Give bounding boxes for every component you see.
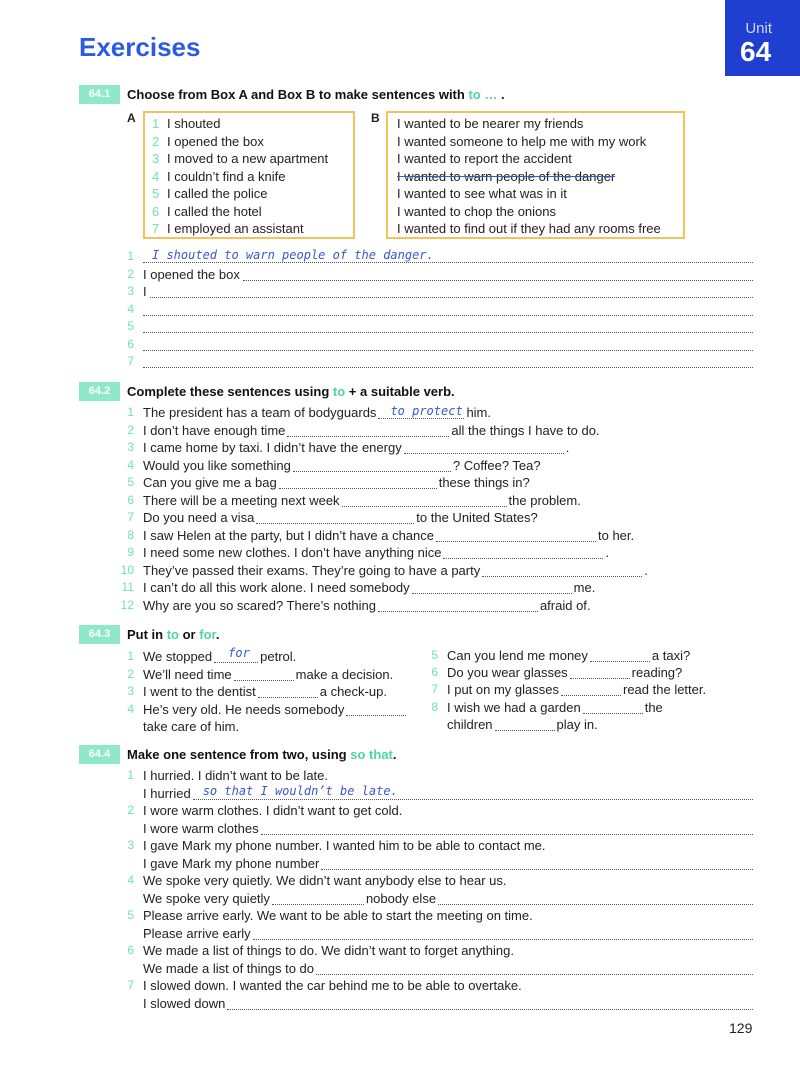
box-a-item: [152, 186, 267, 201]
item-number: 6: [127, 336, 134, 351]
title-text: Make one sentence from two, using: [127, 747, 351, 762]
item-number: 2: [127, 266, 134, 281]
item-number: 4: [127, 873, 134, 887]
item-text: I couldn’t find a knife: [167, 168, 286, 184]
item-number: 9: [127, 545, 134, 559]
answer-blank[interactable]: [561, 695, 621, 696]
item-text: I hurried: [143, 785, 191, 801]
box-b-item: I wanted to report the accident: [397, 151, 572, 166]
item-text-end: ? Coffee? Tea?: [452, 457, 541, 473]
handwritten-answer: to protect: [390, 404, 463, 418]
exercise-badge-64-1: 64.1: [79, 85, 120, 104]
item-number: 1: [127, 768, 134, 782]
item-question: We made a list of things to do. We didn’t want to forget anything.: [143, 943, 514, 958]
item-number: 1: [127, 405, 134, 419]
item-number: 6: [152, 203, 160, 219]
exercise-badge-64-2: 64.2: [79, 382, 120, 401]
item-text: I came home by taxi. I didn’t have the energy: [143, 440, 402, 455]
item-number: 1: [152, 116, 160, 131]
handwritten-answer: for: [228, 646, 250, 660]
answer-blank[interactable]: [279, 488, 437, 489]
item-number: 2: [127, 803, 134, 817]
item-text: Do you wear glasses: [447, 665, 568, 680]
item-text: Can you give me a bag: [143, 475, 277, 490]
exercise-title-64-2: [127, 384, 455, 399]
answer-blank[interactable]: [342, 506, 507, 507]
item-text: Please arrive early: [143, 925, 251, 941]
answer-blank[interactable]: [404, 453, 564, 454]
handwritten-answer: so that I wouldn’t be late.: [202, 783, 398, 798]
item-number: 5: [431, 648, 438, 662]
item-number: 2: [152, 133, 160, 149]
item-text: He’s very old. He needs somebody: [143, 702, 345, 717]
answer-line[interactable]: [438, 904, 753, 905]
answer-blank[interactable]: [346, 715, 406, 716]
item-question: I gave Mark my phone number. I wanted him to be able to contact me.: [143, 838, 546, 853]
answer-blank[interactable]: [590, 661, 650, 662]
item-text: I shouted: [167, 116, 221, 131]
item-text: I slowed down: [143, 995, 226, 1011]
handwritten-answer: I shouted to warn people of the danger.: [152, 248, 434, 262]
item-text: Do you need a visa: [143, 510, 255, 525]
item-number: 5: [127, 475, 134, 489]
item-number: 6: [431, 665, 438, 679]
item-number: 3: [127, 440, 134, 454]
item-text: I moved to a new apartment: [167, 151, 329, 166]
item-number: 3: [127, 684, 134, 698]
item-text: We’ll need time: [143, 667, 232, 682]
answer-line[interactable]: [150, 297, 753, 298]
item-number: 1: [127, 249, 134, 263]
answer-blank[interactable]: [272, 904, 364, 905]
item-number: 5: [127, 319, 134, 333]
item-text-mid: nobody else: [365, 890, 437, 906]
item-number: 4: [152, 168, 160, 184]
item-number: 1: [127, 649, 134, 663]
answer-blank[interactable]: [495, 730, 555, 731]
item-number: 8: [431, 700, 438, 714]
title-keyword-to: to: [166, 627, 179, 642]
item-text-end: to the United States?: [416, 510, 538, 525]
item-text-end: the problem.: [508, 492, 581, 508]
unit-number: 64: [740, 36, 772, 67]
item-text: I need some new clothes. I don’t have anything nice: [143, 545, 442, 560]
answer-blank[interactable]: [412, 593, 572, 594]
item-number: 7: [431, 682, 438, 696]
item-text-end: all the things I have to do.: [451, 422, 600, 438]
item-text: I can’t do all this work alone. I need somebody: [143, 580, 410, 595]
answer-line[interactable]: [143, 262, 753, 263]
box-b-item: I wanted to warn people of the danger: [397, 168, 616, 184]
box-a-item: [152, 116, 221, 131]
answer-line[interactable]: [143, 332, 753, 333]
item-text: Why are you so scared? There’s nothing: [143, 597, 376, 613]
answer-line[interactable]: [143, 350, 753, 351]
title-keyword: so that: [350, 747, 393, 762]
item-text-end: a check-up.: [319, 684, 387, 699]
item-text-end: a taxi?: [651, 648, 691, 663]
item-text: I saw Helen at the party, but I didn’t have a chance: [143, 527, 434, 543]
item-text: I gave Mark my phone number: [143, 855, 320, 871]
title-text-end: .: [392, 747, 397, 762]
item-number: 8: [127, 527, 134, 542]
answer-line[interactable]: [143, 367, 753, 368]
box-a-letter: A: [127, 111, 136, 125]
item-text-end: the: [644, 700, 663, 715]
page-number: 129: [729, 1020, 753, 1036]
answer-blank[interactable]: [258, 697, 318, 698]
answer-line[interactable]: [143, 315, 753, 316]
answer-blank[interactable]: [378, 418, 464, 419]
item-number: 5: [152, 186, 160, 201]
title-text-end: + a suitable verb.: [345, 384, 455, 399]
title-text-mid: or: [179, 627, 200, 642]
item-text-end: petrol.: [260, 649, 297, 664]
item-text: The president has a team of bodyguards: [143, 405, 377, 420]
item-text-end: me.: [573, 580, 596, 595]
item-number: 10: [120, 562, 134, 577]
item-text-end: to her.: [598, 527, 635, 543]
item-text: Can you lend me money: [447, 648, 588, 663]
item-text: I opened the box: [143, 266, 240, 282]
box-b-item: I wanted someone to help me with my work: [397, 133, 647, 149]
item-question: We spoke very quietly. We didn’t want anybody else to hear us.: [143, 873, 507, 888]
unit-tab: [725, 0, 800, 76]
item-text-end: these things in?: [438, 475, 530, 490]
title-text: Choose from Box A and Box B to make sentences with: [127, 87, 469, 102]
item-text-end: afraid of.: [539, 597, 591, 613]
exercise-title-64-4: [127, 747, 396, 762]
exercise-title-64-3: [127, 627, 219, 642]
item-text-end: make a decision.: [295, 667, 394, 682]
item-number: 7: [127, 978, 134, 992]
box-a-item: [152, 151, 328, 166]
item-number: 6: [127, 943, 134, 957]
item-text-end: .: [605, 545, 610, 560]
item-text: I wish we had a garden: [447, 700, 581, 715]
item-text: There will be a meeting next week: [143, 492, 340, 508]
item-text: I: [143, 284, 147, 299]
item-number: 2: [127, 667, 134, 681]
item-number: 11: [121, 580, 134, 594]
item-text-end: reading?: [631, 665, 683, 680]
item-text: I put on my glasses: [447, 682, 559, 697]
box-b-item: I wanted to be nearer my friends: [397, 116, 584, 131]
item-text-end: .: [565, 440, 570, 455]
page-title: Exercises: [79, 32, 201, 62]
item-text: I called the hotel: [167, 203, 262, 219]
answer-line[interactable]: [227, 1009, 753, 1010]
exercise-badge-64-4: 64.4: [79, 745, 120, 764]
answer-blank[interactable]: [378, 611, 538, 612]
unit-label: Unit: [745, 20, 772, 37]
item-number: 12: [120, 597, 134, 612]
title-text: Complete these sentences using: [127, 384, 333, 399]
box-b-letter: B: [371, 111, 380, 125]
item-text: I don’t have enough time: [143, 422, 286, 438]
title-text: Put in: [127, 627, 167, 642]
item-text: I went to the dentist: [143, 684, 256, 699]
item-number: 3: [127, 284, 134, 298]
box-b-item: I wanted to chop the onions: [397, 203, 557, 219]
box-a-item: [152, 169, 286, 184]
box-a-item: [152, 134, 264, 149]
item-text: Would you like something: [143, 457, 291, 473]
answer-blank[interactable]: [293, 471, 451, 472]
item-text: We stopped: [143, 649, 213, 664]
answer-blank[interactable]: [482, 576, 642, 577]
item-text: They’ve passed their exams. They’re going to have a party: [143, 562, 481, 578]
item-text-end: read the letter.: [623, 682, 707, 697]
item-question: I slowed down. I wanted the car behind me to be able to overtake.: [143, 978, 522, 993]
item-text-end: .: [644, 562, 648, 578]
answer-line[interactable]: [193, 799, 753, 800]
item-number: 7: [127, 354, 134, 368]
title-keyword: to: [332, 384, 346, 399]
item-number: 4: [127, 457, 134, 472]
box-b-item: I wanted to see what was in it: [397, 186, 567, 201]
answer-blank[interactable]: [256, 523, 414, 524]
item-number: 3: [152, 151, 160, 166]
item-text: I called the police: [167, 186, 268, 201]
title-keyword: to …: [468, 87, 498, 102]
item-number: 3: [127, 838, 134, 852]
answer-blank[interactable]: [583, 713, 643, 714]
item-text: I employed an assistant: [167, 221, 304, 236]
answer-line[interactable]: [321, 869, 753, 870]
item-text-cont: children: [447, 717, 493, 732]
box-a-item: [152, 221, 304, 236]
item-question: Please arrive early. We want to be able to start the meeting on time.: [143, 908, 533, 923]
item-text: We spoke very quietly: [143, 890, 270, 906]
answer-line[interactable]: [253, 939, 753, 940]
box-b-item: I wanted to find out if they had any rooms free: [397, 221, 661, 236]
item-question: I wore warm clothes. I didn’t want to get cold.: [143, 803, 403, 818]
item-number: 6: [127, 492, 134, 507]
item-number: 7: [127, 510, 134, 524]
item-number: 5: [127, 908, 134, 922]
item-text-cont: take care of him.: [143, 719, 240, 734]
exercise-badge-64-3: 64.3: [79, 625, 120, 644]
item-text: I opened the box: [167, 133, 264, 149]
answer-line[interactable]: [243, 280, 753, 281]
answer-blank[interactable]: [214, 662, 258, 663]
item-number: 2: [127, 422, 134, 437]
exercise-title-64-1: [127, 87, 505, 102]
item-text: I wore warm clothes: [143, 820, 259, 836]
item-number: 4: [127, 702, 134, 716]
title-text-end: .: [215, 627, 220, 642]
answer-blank[interactable]: [287, 436, 449, 437]
item-question: I hurried. I didn’t want to be late.: [143, 768, 328, 783]
title-text-end: .: [497, 87, 505, 102]
answer-blank[interactable]: [443, 558, 603, 559]
answer-line[interactable]: [261, 834, 753, 835]
answer-blank[interactable]: [234, 680, 294, 681]
item-text: We made a list of things to do: [143, 960, 315, 976]
item-number: 4: [127, 301, 134, 316]
item-text-end: him.: [466, 405, 491, 420]
title-keyword-for: for: [199, 627, 216, 642]
item-number: 7: [152, 221, 160, 236]
answer-blank[interactable]: [570, 678, 630, 679]
answer-blank[interactable]: [436, 541, 596, 542]
box-a-item: [152, 204, 262, 219]
item-text-end: play in.: [556, 717, 598, 732]
answer-line[interactable]: [316, 974, 753, 975]
